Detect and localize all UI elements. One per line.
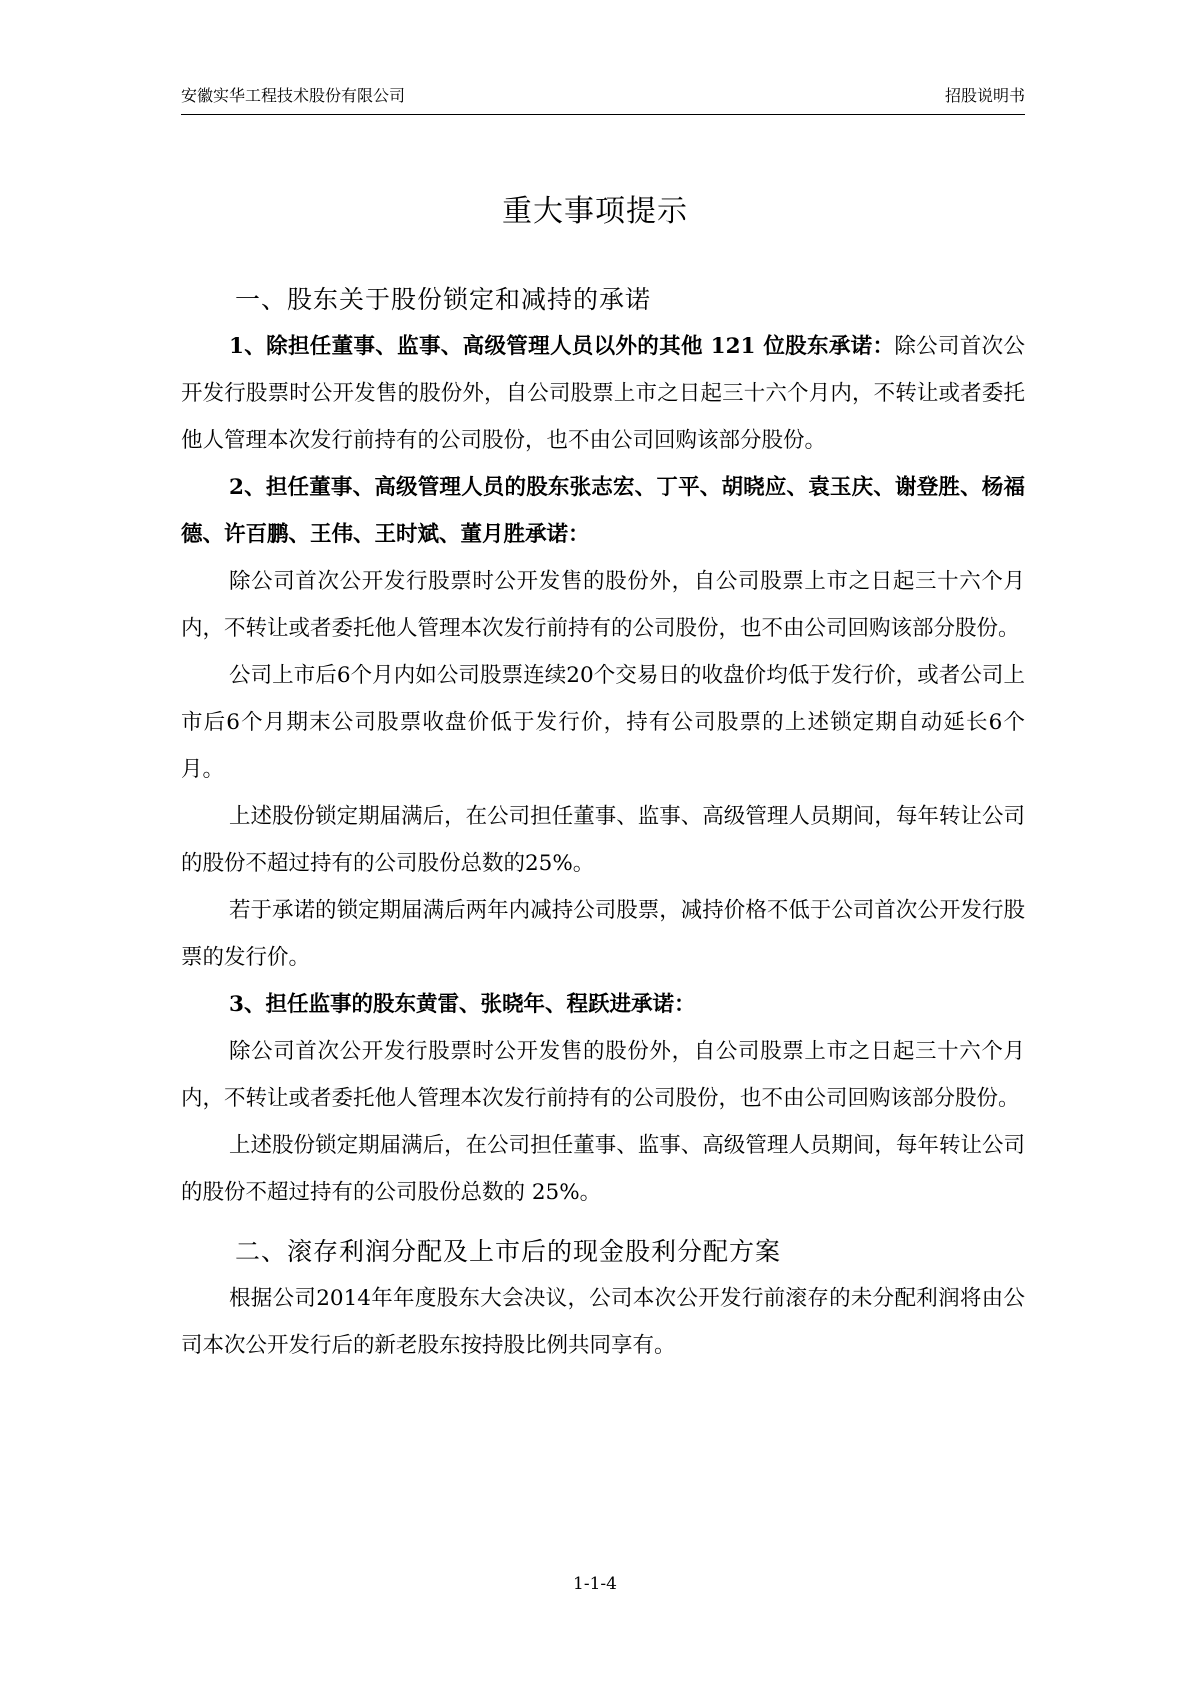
section-heading-profit-distribution: 二、滚存利润分配及上市后的现金股利分配方案 <box>235 1237 782 1266</box>
paragraph-item3-p2: 上述股份锁定期届满后，在公司担任董事、监事、高级管理人员期间，每年转让公司的股份不超过持有的公司股份总数的 25%。 <box>181 1133 1025 1205</box>
document-body <box>181 276 1025 1369</box>
page-title: 重大事项提示 <box>502 194 688 229</box>
item1-text: 除公司首次公开发行股票时公开发售的股份外，自公司股票上市之日起三十六个月内，不转让或者委托他人管理本次发行前持有的公司股份，也不由公司回购该部分股份。 <box>181 334 1025 453</box>
paragraph-item2-p3: 上述股份锁定期届满后，在公司担任董事、监事、高级管理人员期间，每年转让公司的股份不超过持有的公司股份总数的25%。 <box>181 804 1025 876</box>
paragraph-item3-label: 3、担任监事的股东黄雷、张晓年、程跃进承诺： <box>229 992 696 1017</box>
paragraph-item2-label: 2、担任董事、高级管理人员的股东张志宏、丁平、胡晓应、袁玉庆、谢登胜、杨福德、许百鹏、王伟、王时斌、董月胜承诺： <box>181 475 1025 547</box>
item1-label: 1、除担任董事、监事、高级管理人员以外的其他 121 位股东承诺： <box>229 334 895 359</box>
paragraph-item2-p2: 公司上市后6个月内如公司股票连续20个交易日的收盘价均低于发行价，或者公司上市后6个月期末公司股票收盘价低于发行价，持有公司股票的上述锁定期自动延长6个月。 <box>181 663 1025 782</box>
page-number: 1-1-4 <box>573 1574 617 1594</box>
header-company-name: 安徽实华工程技术股份有限公司 <box>181 86 406 105</box>
section-spacer <box>181 1216 1025 1228</box>
paragraph-item2-p4: 若于承诺的锁定期届满后两年内减持公司股票，减持价格不低于公司首次公开发行股票的发行价。 <box>181 898 1025 970</box>
section-heading-shareholder-lockup: 一、股东关于股份锁定和减持的承诺 <box>235 285 652 314</box>
paragraph-section2-p1: 根据公司2014年年度股东大会决议，公司本次公开发行前滚存的未分配利润将由公司本次公开发行后的新老股东按持股比例共同享有。 <box>181 1286 1025 1358</box>
paragraph-item3-p1: 除公司首次公开发行股票时公开发售的股份外，自公司股票上市之日起三十六个月内，不转让或者委托他人管理本次发行前持有的公司股份，也不由公司回购该部分股份。 <box>181 1039 1025 1111</box>
paragraph-item1 <box>181 323 1025 464</box>
page-header <box>181 78 1025 115</box>
header-document-type: 招股说明书 <box>944 86 1025 105</box>
paragraph-item2-p1: 除公司首次公开发行股票时公开发售的股份外，自公司股票上市之日起三十六个月内，不转让或者委托他人管理本次发行前持有的公司股份，也不由公司回购该部分股份。 <box>181 569 1025 641</box>
